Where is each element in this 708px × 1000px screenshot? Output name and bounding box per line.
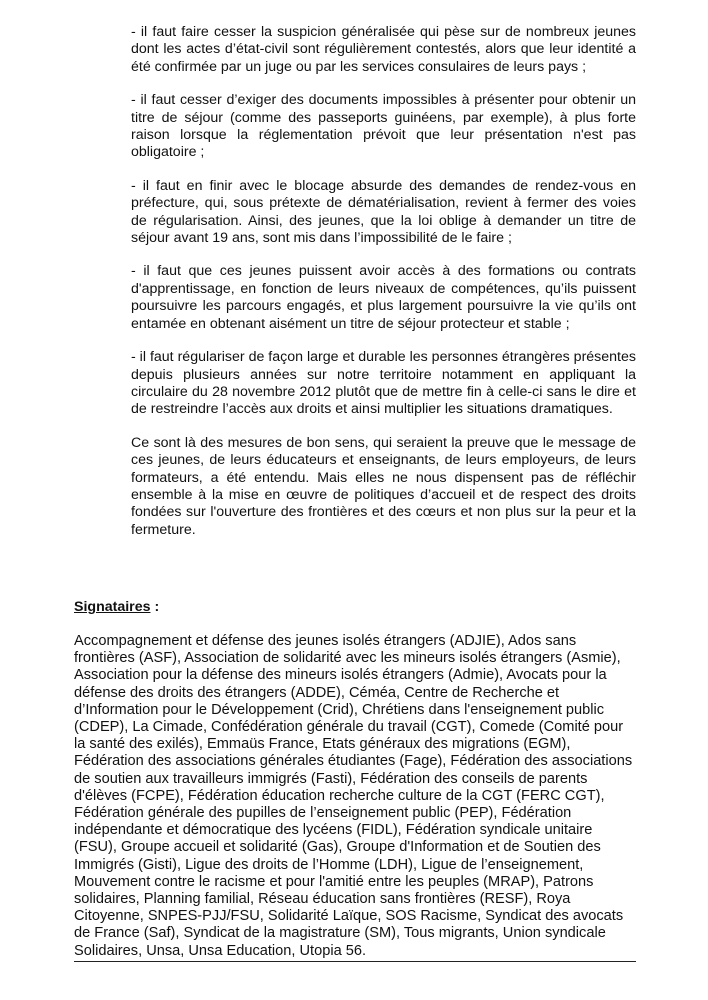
signatories-heading-colon: : xyxy=(150,599,160,615)
conclusion-paragraph: Ce sont là des mesures de bon sens, qui seraient la preuve que le message de ces jeunes, de leurs éducateurs et enseignants, de leurs employeurs, de leurs formateurs, a été entendu. Mais elles ne nous dispensent pas de réfléchir ensemble à la mise en œuvre de politiques d’accueil et de respect des droits fondées sur l'ouverture des frontières et des cœurs et non plus sur la peur et la fermeture. xyxy=(131,434,636,538)
demand-paragraph-5: - il faut régulariser de façon large et durable les personnes étrangères présentes depuis plusieurs années sur notre territoire notamment en appliquant la circulaire du 28 novembre 2012 plutôt que de mettre fin à celle-ci sans le dire et de restreindre l’accès aux droits et ainsi multiplier les situations dramatiques. xyxy=(131,349,636,418)
demand-paragraph-2: - il faut cesser d’exiger des documents impossibles à présenter pour obtenir un titre de séjour (comme des passeports guinéens, par exemple), à plus forte raison lorsque la réglementation prévoit que leur présentation n'est pas obligatoire ; xyxy=(131,92,636,161)
demand-paragraph-3: - il faut en finir avec le blocage absurde des demandes de rendez-vous en préfecture, qui, sous prétexte de dématérialisation, revient à fermer des voies de régularisation. Ainsi, des jeunes, que la loi oblige à demander un titre de séjour avant 19 ans, sont mis dans l’impossibilité de le faire ; xyxy=(131,177,636,247)
signatories-heading xyxy=(74,599,159,616)
signatories-heading-label: Signataires xyxy=(74,599,151,615)
demand-paragraph-1: - il faut faire cesser la suspicion généralisée qui pèse sur de nombreux jeunes dont les actes d’état-civil sont régulièrement contestés, alors que leur identité a été confirmée par un juge ou par les services consulaires de leurs pays ; xyxy=(131,24,636,75)
bottom-divider xyxy=(74,961,636,962)
signatories-list: Accompagnement et défense des jeunes isolés étrangers (ADJIE), Ados sans frontières (ASF), Association de solidarité avec les mineurs isolés étrangers (Asmie), Association pour la défense des mineurs isolés étrangers (Admie), Avocats pour la défense des droits des étrangers (ADDE), Céméa, Centre de Recherche et d’Information pour le Développement (Crid), Chrétiens dans l'enseignement public (CDEP), La Cimade, Confédération générale du travail (CGT), Comede (Comité pour la santé des exilés), Emmaüs France, Etats généraux des migrations (EGM), Fédération des associations générales étudiantes (Fage), Fédération des associations de soutien aux travailleurs immigrés (Fasti), Fédération des conseils de parents d'élèves (FCPE), Fédération éducation recherche culture de la CGT (FERC CGT), Fédération générale des pupilles de l’enseignement public (PEP), Fédération indépendante et démocratique des lycéens (FIDL), Fédération syndicale unitaire (FSU), Groupe accueil et solidarité (Gas), Groupe d'Information et de Soutien des Immigrés (Gisti), Ligue des droits de l’Homme (LDH), Ligue de l’enseignement, Mouvement contre le racisme et pour l'amitié entre les peuples (MRAP), Patrons solidaires, Planning familial, Réseau éducation sans frontières (RESF), Roya Citoyenne, SNPES-PJJ/FSU, Solidarité Laïque, SOS Racisme, Syndicat des avocats de France (Saf), Syndicat de la magistrature (SM), Tous migrants, Union syndicale Solidaires, Unsa, Unsa Education, Utopia 56. xyxy=(74,633,633,959)
demands-section xyxy=(131,24,636,555)
demand-paragraph-4: - il faut que ces jeunes puissent avoir accès à des formations ou contrats d'apprentissage, en fonction de leurs niveaux de compétences, qu’ils puissent poursuivre les parcours engagés, et plus largement poursuivre la vie qu’ils ont entamée en obtenant aisément un titre de séjour protecteur et stable ; xyxy=(131,263,636,332)
